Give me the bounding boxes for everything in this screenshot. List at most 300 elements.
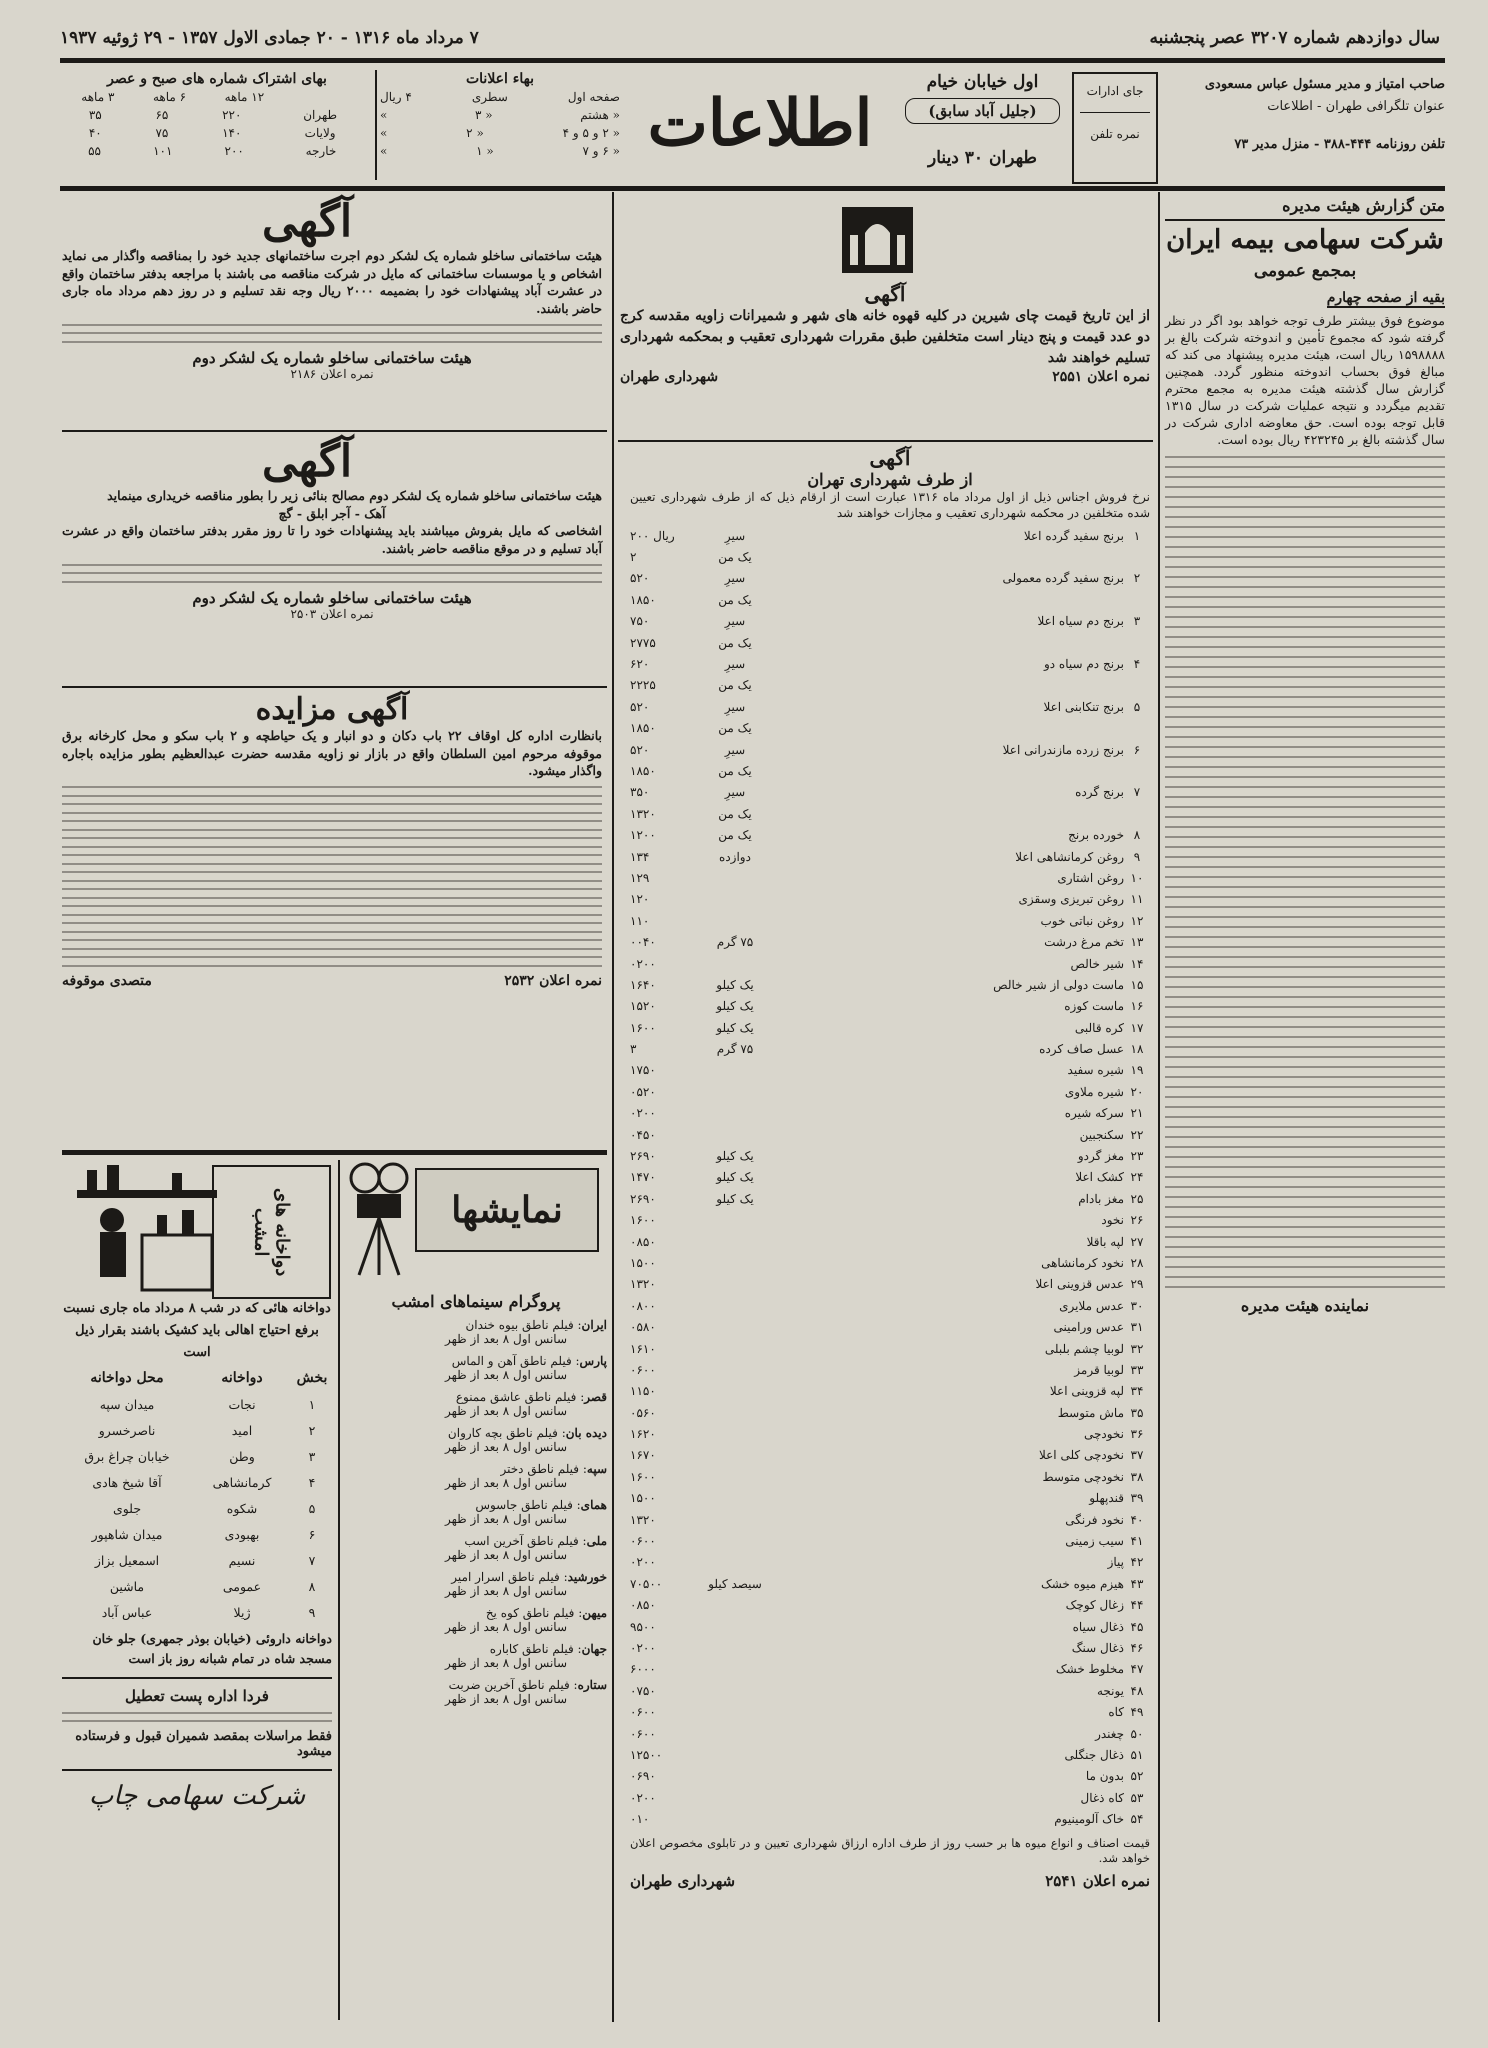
table-cell: یک کیلو <box>716 977 754 992</box>
table-cell: ۴۴ <box>1130 1598 1144 1613</box>
table-row <box>630 1723 1150 1744</box>
table-cell: روغن کرمانشاهی اعلا <box>1015 849 1124 864</box>
table-cell: یک کیلو <box>716 1020 754 1035</box>
table-row <box>630 1637 1150 1658</box>
table-row <box>630 1316 1150 1337</box>
table-row <box>630 996 1150 1017</box>
ad-left-1-sign: هیئت ساختمانی ساخلو شماره یک لشکر دوم <box>192 349 472 367</box>
table-row <box>630 1103 1150 1124</box>
table-cell: ۱۶۱۰ <box>630 1341 656 1356</box>
table-cell: ۱۵۰۰ <box>630 1491 656 1506</box>
table-row <box>630 1680 1150 1701</box>
table-cell: ۱۶۲۰ <box>630 1427 656 1442</box>
table-cell: ۱۳۲۰ <box>630 1512 656 1527</box>
municipal-notice-number: نمره اعلان ۲۵۵۱ <box>1052 369 1150 385</box>
table-cell: ذغال سیاه <box>1072 1619 1124 1634</box>
cinema-row: قصر: فیلم ناطق عاشق ممنوع سانس اول ۸ بعد از ظهر <box>445 1390 607 1418</box>
ad-left-2-number: نمره اعلان ۲۵۰۳ <box>290 607 374 621</box>
table-cell: ۰۶۰۰ <box>630 1726 656 1741</box>
emblem-icon <box>840 205 915 275</box>
table-cell: ۱۴ <box>1130 956 1144 971</box>
table-cell: برنج دم سیاه اعلا <box>1037 614 1124 629</box>
cinema-row: پارس: فیلم ناطق آهن و الماس سانس اول ۸ بعد از ظهر <box>445 1354 607 1382</box>
table-cell: ۴۹ <box>1130 1705 1144 1720</box>
table-cell: ۲۵ <box>1130 1191 1144 1206</box>
table-row: ۱ نجات میدان سپه <box>99 1396 316 1412</box>
table-row <box>630 675 1150 696</box>
table-cell: چغندر <box>1095 1726 1124 1741</box>
date-line: ۷ مرداد ماه ۱۳۱۶ - ۲۰ جمادی الاول ۱۳۵۷ - ۲۹ ژوئیه ۱۹۳۷ <box>60 28 479 48</box>
table-cell: یک کیلو <box>716 1170 754 1185</box>
film-projector-icon <box>345 1160 415 1280</box>
table-cell: نخود <box>1101 1213 1124 1228</box>
table-row <box>630 611 1150 632</box>
table-row <box>630 1573 1150 1594</box>
table-row <box>630 568 1150 589</box>
table-row <box>630 1081 1150 1102</box>
table-cell: ۵۲۰ <box>630 571 650 586</box>
table-cell: نخودچی کلی اعلا <box>1038 1448 1124 1463</box>
table-cell: ۱۹ <box>1130 1063 1144 1078</box>
municipal-notice <box>620 282 1150 385</box>
column-divider-left <box>612 192 614 2022</box>
table-row <box>630 1808 1150 1829</box>
table-row <box>630 1359 1150 1380</box>
table-cell: ۱۳ <box>1130 935 1144 950</box>
table-row <box>630 696 1150 717</box>
table-row <box>630 931 1150 952</box>
rule-left-1 <box>62 430 607 432</box>
table-cell: کاه <box>1108 1705 1124 1720</box>
table-cell: ۲۷۷۵ <box>630 635 656 650</box>
table-cell: ۱۶۰۰ <box>630 1213 656 1228</box>
table-row <box>630 653 1150 674</box>
table-cell: لپه باقلا <box>1086 1234 1124 1249</box>
table-cell: ۱۶۴۰ <box>630 977 656 992</box>
table-cell: ۱۱۰ <box>630 913 650 928</box>
table-cell: پیاز <box>1107 1555 1124 1570</box>
table-cell: ۰۶۹۰ <box>630 1769 656 1784</box>
table-cell: ۰۲۰۰ <box>630 1790 656 1805</box>
table-cell: برنج تنکابنی اعلا <box>1043 699 1124 714</box>
table-cell: ۴ <box>1133 657 1141 672</box>
table-cell: عسل صاف کرده <box>1039 1042 1124 1057</box>
table-cell: ۱ <box>1133 528 1141 543</box>
table-cell: عدس قزوینی اعلا <box>1035 1277 1124 1292</box>
table-cell: ۵ <box>1133 699 1141 714</box>
table-cell: یک من <box>718 721 752 736</box>
table-cell: ۱۶۰۰ <box>630 1469 656 1484</box>
table-cell: یک من <box>718 550 752 565</box>
ad-rates: بهاء اعلانات صفحه اول سطری ۴ ریال « هشتم « ۳ » « ۲ و ۵ و ۴ « ۲ » « ۶ و ۷ « ۱ » <box>380 71 620 158</box>
ad-left-2-items: آهک - آجر ابلق - گچ <box>278 505 386 521</box>
table-cell: زغال کوچک <box>1065 1598 1124 1613</box>
municipal-notice-title: آگهی <box>864 282 906 306</box>
cinema-row: میهن: فیلم ناطق کوه یخ سانس اول ۸ بعد از ظهر <box>445 1606 607 1634</box>
cinema-title: پروگرام سینماهای امشب <box>391 1292 561 1311</box>
continued-label: بقیه از صفحه چهارم <box>1326 290 1445 306</box>
table-row <box>630 1616 1150 1637</box>
table-cell: ۰۲۰۰ <box>630 956 656 971</box>
ad-auction-number: نمره اعلان ۲۵۳۲ <box>504 973 602 989</box>
table-cell: ۲۰۰ ریال <box>630 528 675 543</box>
table-cell: ۰۶۰۰ <box>630 1705 656 1720</box>
table-cell: ۸ <box>1133 828 1141 843</box>
ad-auction-body: بانظارت اداره کل اوقاف ۲۲ باب دکان و دو انبار و یک حیاطچه و ۲ باب سکو و محل کارخانه برق موقوفه مرحوم امین السلطان واقع در بازار نو زاویه مقدسه حضرت عبدالعظیم بطور مزایده باجاره واگذار میشود. <box>62 728 602 778</box>
table-row: ۸ عمومی ماشین <box>109 1578 316 1594</box>
table-row: ۶ بهبودی میدان شاهپور <box>91 1526 316 1542</box>
table-cell: ۱۳۲۰ <box>630 806 656 821</box>
table-cell: ۲۶۹۰ <box>630 1149 656 1164</box>
ad-left-2 <box>62 436 602 621</box>
table-row <box>630 1167 1150 1188</box>
table-cell: لپه قزوینی اعلا <box>1049 1384 1124 1399</box>
table-cell: مغز گردو <box>1077 1149 1124 1164</box>
table-cell: ۰۴۵۰ <box>630 1127 656 1142</box>
table-cell: ۰۲۰۰ <box>630 1641 656 1655</box>
table-cell: ۰۸۵۰ <box>630 1234 656 1249</box>
table-row <box>630 1701 1150 1722</box>
table-row <box>630 867 1150 888</box>
table-cell: سرکه شیره <box>1064 1106 1124 1121</box>
municipal-notice-body: از این تاریخ قیمت چای شیرین در کلیه قهوه خانه های شهر و شمیرانات زاویه مقدسه کرج دو عدد قیمت و پنج دینار است متخلفین طبق مقررات شهرداری تعقیب و بمحکمه شهرداری تسلیم خواهند شد <box>620 308 1150 366</box>
table-cell: کشک اعلا <box>1075 1170 1124 1185</box>
price-table <box>630 525 1150 1830</box>
table-row <box>630 1274 1150 1295</box>
table-cell: ۰۸۰۰ <box>630 1298 656 1313</box>
table-cell: ۲۶۹۰ <box>630 1191 656 1206</box>
cinema-row: سپه: فیلم ناطق دختر سانس اول ۸ بعد از ظهر <box>445 1462 607 1490</box>
ad-left-1-body: هیئت ساختمانی ساخلو شماره یک لشکر دوم اجرت ساختمانهای جدید خود را بمناقصه واگذار می نماید اشخاص و یا موسسات ساختمانی که مایل در شرکت مناقصه می باشند با مراجعه بدفتر ساختمان واقع در عشرت آباد پیشنهادات خود را بضمیمه ۲۰۰۰ ریال وجه نقد تسلیم و در روز دهم مرداد ماه جاری حاضر باشند. <box>62 248 603 316</box>
table-row <box>630 1509 1150 1530</box>
cinema-row: دیده بان: فیلم ناطق بچه کاروان سانس اول ۸ بعد از ظهر <box>445 1426 607 1454</box>
address-block: اول خیابان خیام (جلیل آباد سابق) طهران ۳۰ دینار <box>890 70 1075 170</box>
table-cell: ۱۷ <box>1130 1020 1144 1035</box>
municipal-notice-sign: شهرداری طهران <box>620 369 719 385</box>
table-cell: ۳۳ <box>1130 1362 1144 1377</box>
table-cell: ۵۲۰ <box>630 742 650 757</box>
table-cell: بدون ما <box>1085 1769 1124 1784</box>
table-cell: ۱۲۰ <box>630 892 650 907</box>
table-cell: ۰۰۴۰ <box>630 935 656 950</box>
subscription-rates: بهای اشتراک شماره های صبح و عصر ۱۲ ماهه ۶ ماهه ۳ ماهه طهران ۲۲۰ ۶۵ ۳۵ ولایات ۱۴۰ ۷۵ ۴۰ خارجه ۲۰۰ ۱۰۱ ۵۵ <box>81 71 338 158</box>
table-row <box>630 1252 1150 1273</box>
table-cell: سیرِ <box>724 614 746 629</box>
table-cell: ۱۷۵۰ <box>630 1063 656 1078</box>
table-cell: ۱۸ <box>1130 1042 1144 1057</box>
table-cell: خورده برنج <box>1068 828 1124 843</box>
table-row <box>630 632 1150 653</box>
table-cell: ۳ <box>630 1042 637 1057</box>
table-cell: ۲۲۲۵ <box>630 678 656 693</box>
table-cell: ۱۴۷۰ <box>630 1170 656 1185</box>
table-row <box>630 782 1150 803</box>
table-cell: ۰۵۸۰ <box>630 1320 656 1335</box>
table-cell: سیرِ <box>724 571 746 586</box>
table-cell: خاک آلومینیوم <box>1054 1812 1124 1827</box>
owner-info: صاحب امتیاز و مدیر مسئول عباس مسعودی عنوان تلگرافی طهران - اطلاعات تلفن روزنامه ۴۴۴-۳۸۸ - منزل مدیر ۷۳ <box>1204 77 1445 152</box>
meeting-heading: بمجمع عمومی <box>1253 261 1357 281</box>
table-row <box>630 1231 1150 1252</box>
table-cell: ۱۲۵۰۰ <box>630 1747 663 1762</box>
table-cell: برنج سفید گرده اعلا <box>1023 528 1124 543</box>
company-report <box>1165 196 1445 1315</box>
table-cell: ۱۳۴ <box>630 849 650 864</box>
table-cell: ۶۰۰۰ <box>630 1662 656 1677</box>
table-cell: عدس ملایری <box>1059 1298 1124 1313</box>
table-cell: سیرِ <box>724 528 746 543</box>
table-cell: ماست دولی از شیر خالص <box>993 977 1124 992</box>
table-cell: ۳۹ <box>1130 1491 1144 1506</box>
table-row <box>630 1488 1150 1509</box>
ad-auction-title: آگهی مزایده <box>255 692 409 727</box>
rates-divider <box>375 70 377 180</box>
rule-center-1 <box>618 440 1153 442</box>
pharmacy-banner: دواخانه های امشب <box>212 1165 331 1299</box>
table-row <box>630 1787 1150 1808</box>
table-cell: ۴۰ <box>1130 1512 1144 1527</box>
table-row <box>630 1552 1150 1573</box>
table-row <box>630 1210 1150 1231</box>
table-cell: یک من <box>718 678 752 693</box>
table-cell: ۲ <box>630 550 637 565</box>
column-divider-right <box>1158 192 1160 2022</box>
pharmacist-illustration-icon <box>62 1165 222 1310</box>
table-cell: لوبیا قرمز <box>1074 1362 1124 1377</box>
table-cell: نخودچی <box>1083 1427 1124 1442</box>
rule-left-3 <box>62 1150 607 1155</box>
print-company: شرکت سهامی چاپ <box>88 1780 306 1811</box>
table-row <box>630 1445 1150 1466</box>
table-cell: یک کیلو <box>716 999 754 1014</box>
table-cell: ۵۴ <box>1130 1812 1144 1827</box>
masthead-bottom-rule <box>60 186 1445 191</box>
issue-line: سال دوازدهم شماره ۳۲۰۷ عصر پنجشنبه <box>1149 28 1440 48</box>
table-cell: روغن اشتاری <box>1057 870 1124 885</box>
table-cell: ۱۱۵۰ <box>630 1384 656 1399</box>
table-cell: ۴۳ <box>1130 1576 1144 1591</box>
table-cell: ۰۵۶۰ <box>630 1405 656 1420</box>
table-cell: ۱۵ <box>1130 977 1144 992</box>
table-cell: سیصد کیلو <box>708 1576 762 1591</box>
table-cell: ۶ <box>1133 742 1141 757</box>
post-office-body: فقط مراسلات بمقصد شمیران قبول و فرستاده میشود <box>75 1728 332 1759</box>
ad-left-1-number: نمره اعلان ۲۱۸۶ <box>290 367 374 381</box>
table-row <box>630 974 1150 995</box>
table-row <box>630 1530 1150 1551</box>
report-body: موضوع فوق بیشتر طرف توجه خواهد بود اگر در نظر گرفته شود که مجموع تأمین و اندوخته شرکت بالغ بر ۱۵۹۸۸۸۸ ریال است، هیئت مدیره پیشنهاد می کند که مبالغ فوق بحساب اندوخته منظور گردد. همچنین گزارش سال گذشته هیئت مدیره به مجمع محترم تقدیم میگردد و نتیجه عملیات شرکت در سال ۱۳۱۵ قابل توجه بوده است. حق معاوضه اداری شرکت در سال گذشته بالغ بر ۴۲۳۲۴۵ ریال بوده است. <box>1165 313 1445 447</box>
table-cell: نخود فرنگی <box>1065 1512 1124 1527</box>
table-row <box>630 824 1150 845</box>
price-list-intro: نرخ فروش اجناس ذیل از اول مرداد ماه ۱۳۱۶ عبارت است از ارقام ذیل که از طرف شهرداری تعیین شده متخلفین در محکمه شهرداری تعقیب و مجازات خواهند شد <box>630 490 1150 520</box>
table-cell: ۱۵۲۰ <box>630 999 656 1014</box>
table-cell: ۹ <box>1133 849 1141 864</box>
table-cell: ۳۵۰ <box>630 785 650 800</box>
table-cell: ۱۸۵۰ <box>630 763 656 778</box>
table-cell: دوازده <box>719 849 751 864</box>
post-office-notice: فردا اداره پست تعطیل <box>125 1687 269 1705</box>
table-cell: ۴۶ <box>1130 1641 1144 1655</box>
table-cell: ۹۵۰۰ <box>630 1619 656 1634</box>
table-cell: ۴۲ <box>1130 1555 1144 1570</box>
table-cell: ۷۰۵۰۰ <box>630 1576 663 1591</box>
price-list-footnote: قیمت اصناف و انواع میوه ها بر حسب روز از طرف اداره ارزاق شهرداری تعیین و در تابلوی مخصوص اعلان خواهد شد. <box>630 1835 1150 1865</box>
table-cell: ۲۶ <box>1130 1213 1144 1228</box>
ad-left-2-sign: هیئت ساختمانی ساخلو شماره یک لشکر دوم <box>192 589 472 607</box>
table-cell: ۱۲ <box>1130 913 1144 928</box>
table-cell: یک کیلو <box>716 1149 754 1164</box>
table-row <box>630 889 1150 910</box>
table-cell: ۱۳۲۰ <box>630 1277 656 1292</box>
table-cell: کره قالبی <box>1074 1020 1124 1035</box>
table-cell: ۰۱۰ <box>630 1812 650 1827</box>
cinema-banner: نمایشها <box>415 1168 599 1252</box>
table-cell: ۱۶۰۰ <box>630 1020 656 1035</box>
table-cell: ۱۱ <box>1130 892 1144 907</box>
cinema-row: ملی: فیلم ناطق آخرین اسب سانس اول ۸ بعد از ظهر <box>445 1534 607 1562</box>
table-row <box>630 718 1150 739</box>
table-row <box>630 1338 1150 1359</box>
table-cell: ۰۲۰۰ <box>630 1555 656 1570</box>
table-row: ۳ وطن خیابان چراغ برق <box>84 1448 316 1464</box>
table-cell: ۰۵۲۰ <box>630 1084 656 1099</box>
table-cell: کاه ذغال <box>1080 1790 1124 1805</box>
table-cell: ۳ <box>1133 614 1141 629</box>
table-row: ۵ شکوه جلوی <box>112 1500 316 1516</box>
table-cell: ۱۸۵۰ <box>630 721 656 736</box>
table-cell: ۰۲۰۰ <box>630 1106 656 1121</box>
report-title: متن گزارش هیئت مدیره <box>1282 196 1445 215</box>
table-row <box>630 1766 1150 1787</box>
table-cell: ۱۶ <box>1130 999 1144 1014</box>
table-cell: ۳۰ <box>1130 1298 1144 1313</box>
cinema-row: جهان: فیلم ناطق کاباره سانس اول ۸ بعد از ظهر <box>445 1642 607 1670</box>
table-cell: ۲ <box>1133 571 1141 586</box>
table-cell: ۰۷۵۰ <box>630 1683 656 1698</box>
table-cell: یک من <box>718 635 752 650</box>
table-cell: شیر خالص <box>1070 956 1124 971</box>
table-cell: یک من <box>718 806 752 821</box>
table-cell: سیب زمینی <box>1065 1534 1124 1549</box>
table-cell: تخم مرغ درشت <box>1044 935 1124 950</box>
table-row <box>630 1744 1150 1765</box>
table-row <box>630 589 1150 610</box>
table-cell: ۵۲۰ <box>630 699 650 714</box>
table-row <box>630 1295 1150 1316</box>
table-cell: ۲۹ <box>1130 1277 1144 1292</box>
table-cell: لوبیا چشم بلبلی <box>1044 1341 1124 1356</box>
table-row <box>630 546 1150 567</box>
table-row <box>630 1659 1150 1680</box>
price-list-title: آگهی <box>869 446 911 470</box>
company-name: شرکت سهامی بیمه ایران <box>1166 225 1444 255</box>
table-cell: برنج گرده <box>1075 785 1124 800</box>
table-cell: ۳۷ <box>1130 1448 1144 1463</box>
ad-auction-sign: متصدی موقوفه <box>62 973 152 989</box>
rule-left-2 <box>62 686 607 688</box>
table-cell: شیره سفید <box>1067 1063 1124 1078</box>
cinema-row: ایران: فیلم ناطق بیوه خندان سانس اول ۸ بعد از ظهر <box>445 1318 607 1346</box>
table-cell: ماست کوزه <box>1064 999 1124 1014</box>
table-cell: برنج سفید گرده معمولی <box>1002 571 1124 586</box>
table-row <box>630 1188 1150 1209</box>
cinema-row: همای: فیلم ناطق جاسوس سانس اول ۸ بعد از ظهر <box>445 1498 607 1526</box>
report-sign: نماینده هیئت مدیره <box>1240 1296 1370 1315</box>
table-cell: ۱۲۰۰ <box>630 828 656 843</box>
price-list <box>630 446 1150 1890</box>
table-cell: ۴۵ <box>1130 1619 1144 1634</box>
table-row <box>630 1124 1150 1145</box>
table-cell: ذغال جنگلی <box>1064 1747 1124 1762</box>
price-list-number: نمره اعلان ۲۵۴۱ <box>1045 1871 1150 1890</box>
table-cell: ۷۵۰ <box>630 614 650 629</box>
price-list-subtitle: از طرف شهرداری تهران <box>807 470 973 489</box>
table-cell: مخلوط خشک <box>1055 1662 1124 1677</box>
cinema-row: ستاره: فیلم ناطق آخرین ضربت سانس اول ۸ بعد از ظهر <box>445 1678 607 1706</box>
table-cell: ۰۶۰۰ <box>630 1534 656 1549</box>
table-cell: یک من <box>718 592 752 607</box>
table-cell: عدس ورامینی <box>1053 1320 1124 1335</box>
table-row: ۴ کرمانشاهی آقا شیخ هادی <box>92 1474 316 1490</box>
table-cell: نخودچی متوسط <box>1042 1469 1124 1484</box>
table-row <box>630 760 1150 781</box>
table-row <box>630 803 1150 824</box>
table-row <box>630 739 1150 760</box>
cinema-row: خورشید: فیلم ناطق اسرار امیر سانس اول ۸ بعد از ظهر <box>445 1570 607 1598</box>
header-rule <box>60 58 1445 63</box>
table-cell: ۳۶ <box>1130 1427 1144 1442</box>
table-cell: ۲۴ <box>1130 1170 1144 1185</box>
pharmacy-table <box>62 1365 332 1811</box>
table-cell: سیرِ <box>724 785 746 800</box>
table-cell: ۴۱ <box>1130 1534 1144 1549</box>
table-cell: برنج زرده مازندرانی اعلا <box>1002 742 1124 757</box>
ad-left-2-intro: هیئت ساختمانی ساخلو شماره یک لشکر دوم مصالح بنائی زیر را بطور مناقصه خریداری مینماید <box>107 488 602 503</box>
table-cell: ۲۷ <box>1130 1234 1144 1249</box>
table-cell: سکنجبین <box>1079 1127 1124 1142</box>
table-cell: سیرِ <box>724 742 746 757</box>
table-row: ۲ امید ناصرخسرو <box>98 1422 316 1438</box>
report-text-lines <box>1165 456 1445 1288</box>
table-row <box>630 953 1150 974</box>
table-cell: یک من <box>718 763 752 778</box>
masthead-title: اطلاعات <box>647 85 873 161</box>
table-cell: ۴۷ <box>1130 1662 1144 1677</box>
table-cell: سیرِ <box>724 699 746 714</box>
table-cell: ۰۸۵۰ <box>630 1598 656 1613</box>
table-cell: ۴۸ <box>1130 1683 1144 1698</box>
table-cell: ۱۶۷۰ <box>630 1448 656 1463</box>
table-row <box>630 1017 1150 1038</box>
table-cell: روغن نباتی خوب <box>1040 913 1124 928</box>
table-row <box>630 846 1150 867</box>
table-cell: ۳۱ <box>1130 1320 1144 1335</box>
table-cell: برنج دم سیاه دو <box>1043 657 1124 672</box>
pharmacy-intro: دواخانه هائی که در شب ۸ مرداد ماه جاری نسبت برفع احتیاج اهالی باید کشیک باشند بقرار ذیل است <box>63 1301 331 1360</box>
table-cell: ۳۲ <box>1130 1341 1144 1356</box>
table-cell: ۳۸ <box>1130 1469 1144 1484</box>
table-cell: یک من <box>718 828 752 843</box>
price-list-sign: شهرداری طهران <box>630 1871 736 1890</box>
table-cell: ماش متوسط <box>1057 1405 1124 1420</box>
stamp-box: جای ادارات نمره تلفن <box>1072 72 1158 184</box>
ad-left-2-body: اشخاصی که مایل بفروش میباشند باید پیشنهادات خود را تا روز مقرر بدفتر ساختمان واقع در عشرت آباد تسلیم و در موقع مناقصه حاضر باشند. <box>62 523 602 556</box>
table-cell: ۰۶۰۰ <box>630 1362 656 1377</box>
table-cell: سیرِ <box>724 657 746 672</box>
table-cell: ۶۲۰ <box>630 657 650 672</box>
table-row <box>630 910 1150 931</box>
table-cell: روغن تبریزی وسقزی <box>1018 892 1124 907</box>
